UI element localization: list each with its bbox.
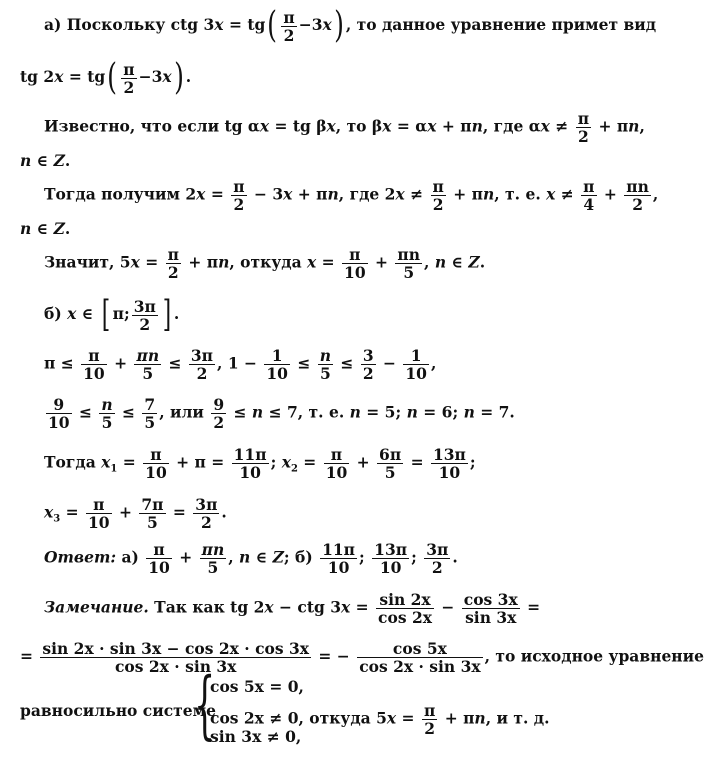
denominator: 2 xyxy=(576,127,591,145)
fraction xyxy=(166,246,181,281)
numerator: 3 xyxy=(362,346,374,365)
text: = tg xyxy=(63,67,106,86)
line-16-system-label xyxy=(20,701,216,721)
math-variable: n xyxy=(463,402,475,422)
numerator: π xyxy=(153,540,165,559)
math-text: + π xyxy=(292,184,328,204)
denominator: 10 xyxy=(405,364,427,383)
math-text: ≠ xyxy=(549,116,574,136)
fraction xyxy=(46,396,72,431)
math-text: ∈ xyxy=(31,219,54,238)
math-variable: x xyxy=(130,252,140,272)
denominator: 5 xyxy=(139,513,165,531)
text: = tg xyxy=(223,15,266,34)
numerator: π xyxy=(167,245,179,264)
text: tg 2 xyxy=(20,67,55,86)
math-text: cos 5x = 0, xyxy=(210,677,304,696)
line-9 xyxy=(44,347,436,382)
numerator: π xyxy=(233,177,245,196)
fraction xyxy=(193,496,219,531)
math-text: = xyxy=(297,452,322,472)
numerator: π xyxy=(583,177,595,196)
numerator: πn xyxy=(626,177,649,196)
fraction xyxy=(121,61,136,96)
denominator: 4 xyxy=(581,195,596,213)
fraction xyxy=(395,246,422,281)
math-text: ≠ xyxy=(555,184,580,204)
math-text: Значит, 5 xyxy=(44,252,131,272)
math-variable: x xyxy=(283,184,293,204)
line-8 xyxy=(44,294,180,335)
math-text: ; xyxy=(270,452,282,472)
math-variable: x xyxy=(386,708,397,728)
left-paren: ( xyxy=(267,5,278,46)
math-text: = xyxy=(405,452,429,472)
denominator: 2 xyxy=(132,315,158,333)
line-11 xyxy=(44,446,476,481)
fraction xyxy=(424,541,450,576)
fraction xyxy=(132,298,158,333)
numerator: sin 2x xyxy=(379,590,431,609)
math-text: , xyxy=(424,252,435,272)
math-text: ≤ xyxy=(335,353,359,373)
math-text: . xyxy=(221,502,227,522)
var-x: x xyxy=(54,67,64,86)
fraction xyxy=(462,591,520,626)
math-text: , 1 − xyxy=(217,353,263,373)
math-text: = 5; xyxy=(360,402,407,422)
math-text: + π xyxy=(436,116,472,136)
fraction xyxy=(431,178,446,213)
math-variable: x xyxy=(264,597,274,617)
math-variable: x xyxy=(67,304,77,323)
denominator: 2 xyxy=(121,78,136,96)
denominator: 10 xyxy=(148,558,170,577)
math-text: ≤ 7, т. е. xyxy=(263,402,350,422)
math-variable: x xyxy=(546,184,556,204)
fraction xyxy=(99,396,114,431)
fraction xyxy=(143,446,169,481)
math-text: = xyxy=(521,597,541,617)
math-variable: x xyxy=(326,116,336,136)
math-text: ∈ xyxy=(250,547,273,567)
fraction xyxy=(324,446,350,481)
math-text: Так как tg 2 xyxy=(148,597,265,617)
math-variable: n xyxy=(482,184,495,204)
line-13-answer xyxy=(44,541,458,576)
fraction xyxy=(342,246,368,281)
math-text: cos 2x ≠ 0, откуда 5 xyxy=(210,708,387,728)
math-variable: x xyxy=(540,116,550,136)
numerator: 3π xyxy=(133,296,156,316)
math-text: = tg β xyxy=(269,116,327,136)
denominator: 10 xyxy=(88,513,110,532)
math-text: ∈ xyxy=(76,304,99,323)
math-text: π ≤ xyxy=(44,353,80,373)
numerator: 9 xyxy=(53,395,65,414)
math-text: а) xyxy=(116,547,145,567)
math-text: б) xyxy=(44,304,68,323)
numerator: π xyxy=(283,7,295,27)
denominator: 5 xyxy=(395,263,422,281)
denominator: 2 xyxy=(424,558,450,576)
fraction xyxy=(211,396,226,431)
math-variable: n xyxy=(20,219,32,238)
numerator: π xyxy=(330,445,343,464)
math-text: sin 3x ≠ 0, xyxy=(210,727,302,746)
fraction xyxy=(376,591,434,626)
math-text: = xyxy=(117,452,142,472)
denominator: 2 xyxy=(213,413,225,432)
numerator: π xyxy=(349,245,361,264)
var-x: x xyxy=(162,67,172,86)
math-variable: n xyxy=(239,547,251,567)
line-3 xyxy=(44,110,645,145)
math-text: + xyxy=(598,184,623,204)
numerator: π xyxy=(93,495,105,514)
denominator: cos 2x · sin 3x xyxy=(359,657,481,676)
fraction xyxy=(361,347,376,382)
fraction xyxy=(357,640,482,675)
denominator: 2 xyxy=(189,364,215,382)
fraction xyxy=(81,347,107,382)
left-brace: { xyxy=(194,662,216,748)
math-variable: x xyxy=(101,452,111,472)
math-text: = 7. xyxy=(474,402,515,422)
numerator: π xyxy=(577,109,590,128)
line-2 xyxy=(20,57,192,98)
math-text: = xyxy=(139,252,164,272)
math-variable: Z xyxy=(468,252,480,272)
numerator: 11π xyxy=(233,445,267,464)
math-text: − xyxy=(377,353,402,373)
denominator: 10 xyxy=(266,364,288,383)
fraction xyxy=(139,496,165,531)
numerator: 1 xyxy=(271,346,283,365)
line-6 xyxy=(20,219,70,239)
math-text: + xyxy=(173,547,198,567)
system-row-1 xyxy=(210,677,304,697)
fraction xyxy=(189,347,215,382)
math-text: , xyxy=(228,547,240,567)
math-variable: n xyxy=(349,402,361,422)
math-text: ; б) xyxy=(283,547,319,567)
line-10 xyxy=(44,396,515,431)
math-text: = xyxy=(167,502,192,522)
math-text: Известно, что если tg α xyxy=(44,116,260,136)
right-paren: ) xyxy=(333,5,344,46)
line-7 xyxy=(44,246,485,281)
math-text: . xyxy=(479,252,486,272)
numerator: π xyxy=(88,346,100,365)
math-variable: x xyxy=(44,502,54,522)
math-variable: n xyxy=(406,402,418,422)
var-x: x xyxy=(322,15,332,34)
denominator: 10 xyxy=(48,413,70,432)
math-text: ≠ xyxy=(404,184,429,204)
numerator: 13π xyxy=(374,540,408,559)
math-text: = xyxy=(396,708,420,728)
math-text: Тогда xyxy=(44,452,102,472)
numerator: cos 3x xyxy=(463,590,518,609)
denominator: 10 xyxy=(431,463,468,481)
math-text: ≤ xyxy=(116,402,141,422)
math-variable: n xyxy=(434,252,447,272)
numerator: 11π xyxy=(322,540,356,559)
fraction xyxy=(403,347,429,382)
math-text: = − xyxy=(313,646,356,666)
math-text: . xyxy=(64,151,71,170)
math-text: , где α xyxy=(482,116,541,136)
math-text: Тогда получим 2 xyxy=(44,184,197,204)
math-variable: n xyxy=(218,252,230,272)
line-1 xyxy=(44,5,657,46)
math-text: ; xyxy=(359,547,371,567)
math-text: , откуда xyxy=(229,252,308,272)
text: , то данное уравнение примет вид xyxy=(345,15,657,34)
denominator: 10 xyxy=(344,263,366,282)
math-text: + π xyxy=(182,252,219,272)
numerator: π xyxy=(423,701,436,720)
line-5 xyxy=(44,178,658,213)
fraction xyxy=(576,110,591,145)
text: −3 xyxy=(298,15,323,34)
denominator: 5 xyxy=(318,364,333,382)
math-text: = xyxy=(205,184,230,204)
fraction xyxy=(146,541,172,576)
line-15 xyxy=(20,640,704,675)
denominator: 2 xyxy=(422,719,437,737)
numerator: πn xyxy=(136,346,160,365)
left-bracket: [ xyxy=(101,294,110,335)
math-text: + xyxy=(108,353,133,373)
numerator: sin 2x · sin 3x − cos 2x · cos 3x xyxy=(42,639,310,658)
numerator: 13π xyxy=(432,445,466,464)
math-text: = xyxy=(60,502,84,522)
denominator: sin 3x xyxy=(462,608,520,626)
math-variable: n xyxy=(628,116,640,136)
numerator: 9 xyxy=(213,395,225,414)
math-text: = xyxy=(20,646,39,666)
numerator: n xyxy=(319,346,332,365)
math-text: = xyxy=(350,597,375,617)
numerator: π xyxy=(123,59,135,79)
denominator: 2 xyxy=(281,26,296,44)
denominator: 5 xyxy=(144,413,156,432)
right-paren: ) xyxy=(173,57,184,98)
numerator: 3π xyxy=(426,540,449,559)
math-text: + xyxy=(369,252,394,272)
math-text: + π xyxy=(447,184,483,204)
left-paren: ( xyxy=(107,57,118,98)
fraction xyxy=(377,446,403,481)
fraction xyxy=(422,702,437,737)
math-text: + π = xyxy=(170,452,230,472)
denominator: 5 xyxy=(377,463,403,481)
math-text: + xyxy=(351,452,376,472)
denominator: 2 xyxy=(166,263,181,281)
math-text: = α xyxy=(391,116,428,136)
math-variable: x xyxy=(382,116,392,136)
math-text: + π xyxy=(439,708,475,728)
fraction xyxy=(40,640,311,675)
math-variable: x xyxy=(395,184,405,204)
numerator: πn xyxy=(397,245,421,264)
math-text: ; xyxy=(469,452,476,472)
math-text: ∈ xyxy=(446,252,469,272)
numerator: πn xyxy=(201,540,225,559)
math-variable: n xyxy=(327,184,339,204)
math-variable: Z xyxy=(272,547,284,567)
fraction xyxy=(320,541,357,576)
numerator: 1 xyxy=(410,346,422,365)
numerator: π xyxy=(432,177,444,196)
text: −3 xyxy=(138,67,163,86)
fraction xyxy=(134,347,161,382)
denominator: 2 xyxy=(624,195,651,213)
denominator: 2 xyxy=(231,195,246,213)
numerator: cos 5x xyxy=(392,639,447,658)
var-x: x xyxy=(214,15,224,34)
math-text: + π xyxy=(593,116,629,136)
fraction xyxy=(200,541,227,576)
math-variable: n xyxy=(20,151,32,170)
numerator: 7 xyxy=(144,395,156,414)
denominator: 2 xyxy=(362,364,374,383)
fraction xyxy=(142,396,157,431)
math-text: равносильно системе xyxy=(20,701,216,720)
line-14-remark xyxy=(44,591,540,626)
math-text: , где 2 xyxy=(338,184,396,204)
numerator: 6π xyxy=(379,445,402,464)
fraction xyxy=(581,178,596,213)
math-text: 1 xyxy=(110,463,118,475)
math-variable: x xyxy=(427,116,437,136)
answer-label: Ответ: xyxy=(44,547,117,567)
fraction xyxy=(372,541,409,576)
numerator: π xyxy=(150,445,162,464)
math-text: ≤ xyxy=(163,353,187,373)
math-text: . xyxy=(64,219,71,238)
fraction xyxy=(264,347,290,382)
math-text: ; xyxy=(411,547,423,567)
math-text: , т. е. xyxy=(494,184,547,204)
math-text: ≤ xyxy=(228,402,252,422)
math-text: − ctg 3 xyxy=(273,597,342,617)
math-text: π; xyxy=(112,304,130,323)
math-text: , xyxy=(430,353,437,373)
math-variable: x xyxy=(307,252,317,272)
math-text: − xyxy=(435,597,460,617)
numerator: 3π xyxy=(195,495,218,514)
denominator: 5 xyxy=(200,558,227,576)
math-variable: x xyxy=(259,116,270,136)
math-text: , то β xyxy=(335,116,383,136)
denominator: cos 2x xyxy=(378,608,432,627)
math-text: 2 xyxy=(290,463,298,475)
fraction xyxy=(231,178,246,213)
math-text: = 6; xyxy=(417,402,464,422)
system-row-3 xyxy=(210,727,301,747)
math-text: , xyxy=(652,184,659,204)
math-text: , или xyxy=(159,402,210,422)
denominator: 10 xyxy=(325,463,348,482)
line-12 xyxy=(44,496,227,531)
math-text: , xyxy=(639,116,645,136)
remark-label: Замечание. xyxy=(44,597,149,617)
math-text: 3 xyxy=(53,513,61,525)
denominator: 5 xyxy=(134,364,161,382)
fraction xyxy=(232,446,269,481)
denominator: 10 xyxy=(372,558,409,576)
math-text: = xyxy=(316,252,341,272)
denominator: 2 xyxy=(193,513,219,531)
denominator: cos 2x · sin 3x xyxy=(40,657,311,675)
denominator: 2 xyxy=(431,195,446,213)
numerator: 7π xyxy=(141,495,164,514)
math-text: ≤ xyxy=(291,353,316,373)
math-text: ∈ xyxy=(31,151,54,170)
denominator: 10 xyxy=(145,463,167,482)
fraction xyxy=(624,178,651,213)
math-text: . xyxy=(173,304,180,323)
math-variable: n xyxy=(474,708,486,728)
math-variable: x xyxy=(341,597,351,617)
math-variable: Z xyxy=(53,219,65,238)
line-4 xyxy=(20,151,70,171)
numerator: n xyxy=(101,395,113,414)
math-text: ≤ xyxy=(73,402,98,422)
math-text: , и т. д. xyxy=(485,708,550,728)
math-variable: x xyxy=(281,452,291,472)
denominator: 10 xyxy=(320,558,357,576)
math-variable: x xyxy=(196,184,206,204)
fraction xyxy=(86,496,112,531)
math-text: . xyxy=(452,547,458,567)
math-variable: n xyxy=(251,402,264,422)
denominator: 10 xyxy=(83,364,105,383)
numerator: 3π xyxy=(190,346,214,365)
fraction xyxy=(431,446,468,481)
denominator: 10 xyxy=(232,463,269,481)
math-text: , то исходное уравнение xyxy=(484,646,704,666)
math-text: + xyxy=(113,502,138,522)
fraction xyxy=(318,347,333,382)
fraction xyxy=(281,9,296,44)
text: а) Поскольку ctg 3 xyxy=(44,15,215,34)
math-variable: Z xyxy=(53,151,65,170)
math-text: − 3 xyxy=(248,184,284,204)
math-variable: n xyxy=(471,116,483,136)
right-bracket: ] xyxy=(162,294,172,335)
denominator: 5 xyxy=(99,413,114,431)
text: . xyxy=(185,67,192,86)
